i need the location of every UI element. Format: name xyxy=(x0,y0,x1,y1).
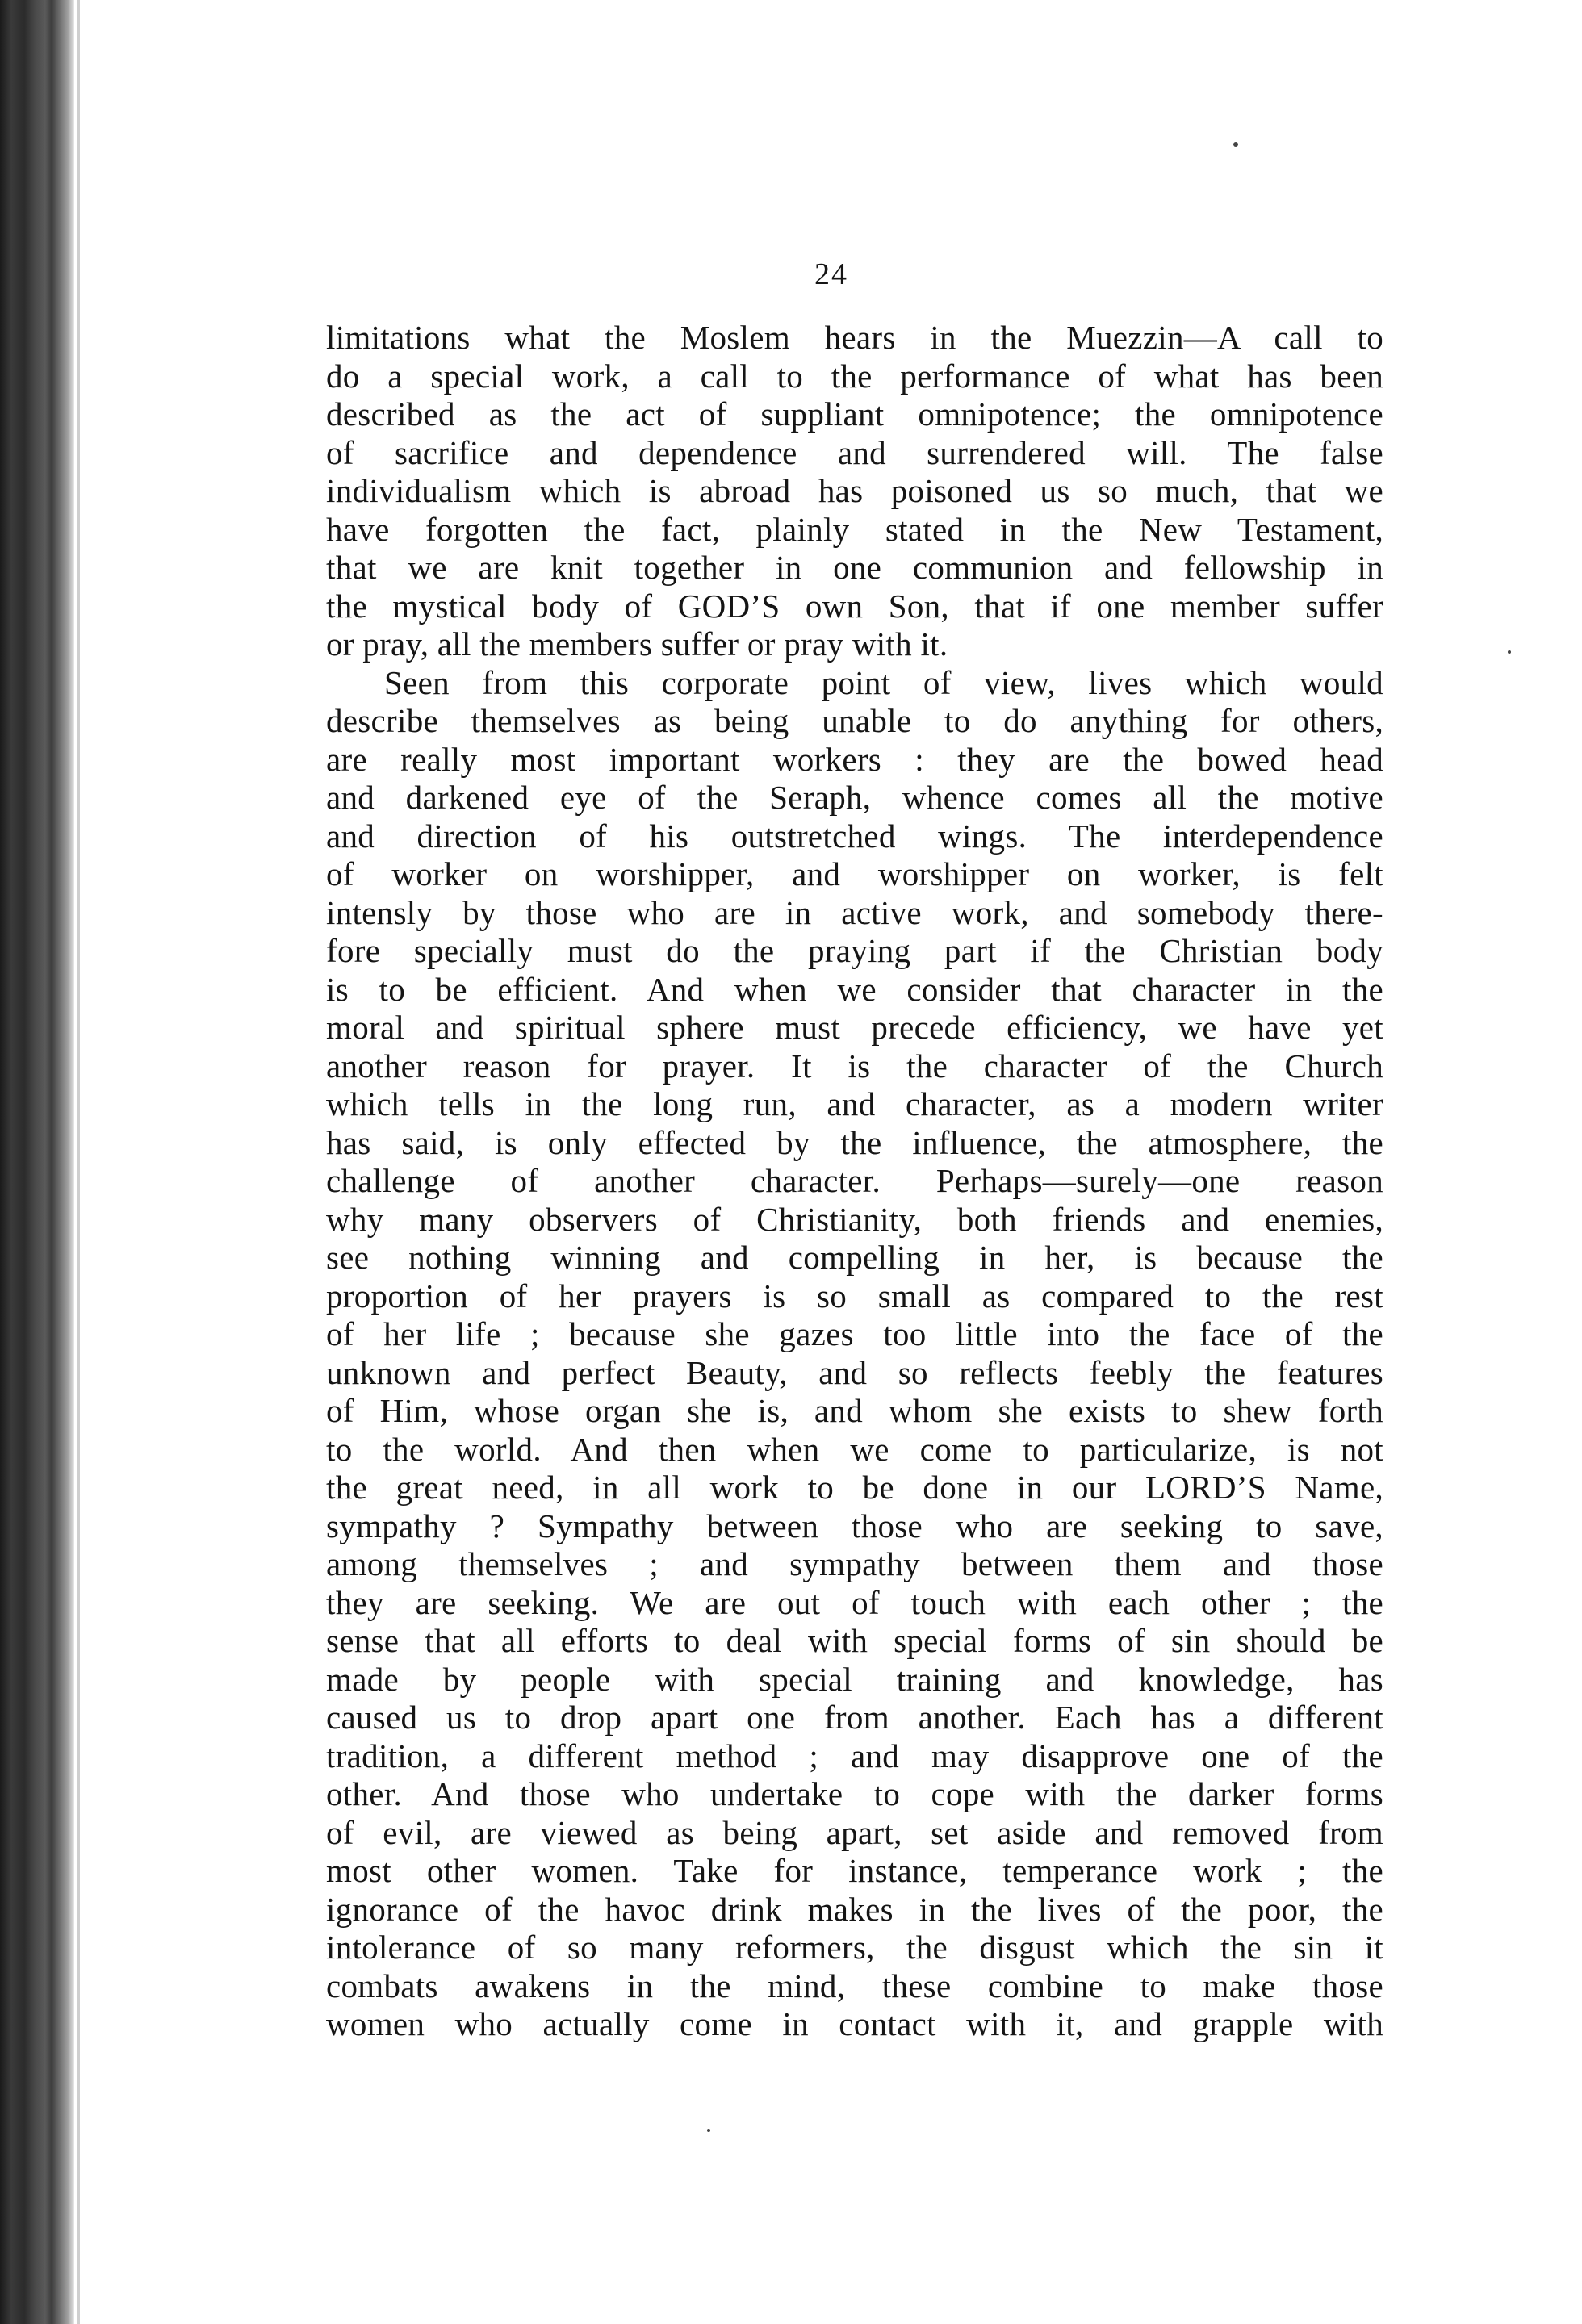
text-line: tradition, a different method ; and may disapprove one of the xyxy=(326,1737,1383,1774)
text-line: sense that all efforts to deal with special forms of sin should be xyxy=(326,1622,1383,1659)
text-line: sympathy ? Sympathy between those who are seeking to save, xyxy=(326,1507,1383,1544)
text-line: of sacrifice and dependence and surrendered will. The false xyxy=(326,433,1383,471)
text-line: described as the act of suppliant omnipotence; the omnipotence xyxy=(326,395,1383,433)
text-line: see nothing winning and compelling in her, is because the xyxy=(326,1239,1383,1276)
page-number: 24 xyxy=(814,257,848,291)
text-line: made by people with special training and knowledge, has xyxy=(326,1660,1383,1698)
text-line: among themselves ; and sympathy between them and those xyxy=(326,1545,1383,1582)
text-line: most other women. Take for instance, temperance work ; the xyxy=(326,1852,1383,1889)
text-line: or pray, all the members suffer or pray with it. xyxy=(326,625,948,663)
text-line: Seen from this corporate point of view, lives which would xyxy=(384,663,1383,701)
text-line: the great need, in all work to be done in our LORD’S Name, xyxy=(326,1469,1383,1506)
text-line: proportion of her prayers is so small as compared to the rest xyxy=(326,1277,1383,1315)
text-line: they are seeking. We are out of touch with each other ; the xyxy=(326,1583,1383,1621)
text-line: of her life ; because she gazes too little into the face of the xyxy=(326,1315,1383,1352)
binding-edge xyxy=(0,0,74,2324)
text-line: ignorance of the havoc drink makes in the lives of the poor, the xyxy=(326,1890,1383,1928)
text-line: why many observers of Christianity, both friends and enemies, xyxy=(326,1200,1383,1238)
text-line: moral and spiritual sphere must precede efficiency, we have yet xyxy=(326,1009,1383,1046)
text-line: the mystical body of GOD’S own Son, that if one member suffer xyxy=(326,587,1383,625)
scan-speck xyxy=(707,2129,710,2132)
text-line: limitations what the Moslem hears in the Muezzin—A call to xyxy=(326,319,1383,356)
binding-shadow-line xyxy=(77,0,80,2324)
text-line: and direction of his outstretched wings. The interdependence xyxy=(326,817,1383,855)
text-line: unknown and perfect Beauty, and so reflects feebly the features xyxy=(326,1353,1383,1391)
text-line: have forgotten the fact, plainly stated in the New Testament, xyxy=(326,510,1383,548)
text-line: which tells in the long run, and character, as a modern writer xyxy=(326,1085,1383,1122)
text-line: combats awakens in the mind, these combine to make those xyxy=(326,1967,1383,2004)
body-text xyxy=(326,319,1383,2044)
text-line: has said, is only effected by the influence, the atmosphere, the xyxy=(326,1123,1383,1161)
text-line: of evil, are viewed as being apart, set aside and removed from xyxy=(326,1813,1383,1851)
scan-speck xyxy=(1508,650,1511,654)
text-line: of Him, whose organ she is, and whom she exists to shew forth xyxy=(326,1392,1383,1429)
text-line: to the world. And then when we come to particularize, is not xyxy=(326,1430,1383,1468)
text-line: and darkened eye of the Seraph, whence comes all the motive xyxy=(326,779,1383,816)
text-line: intensly by those who are in active work, and somebody there- xyxy=(326,893,1383,931)
text-line: do a special work, a call to the performance of what has been xyxy=(326,357,1383,395)
text-line: individualism which is abroad has poisoned us so much, that we xyxy=(326,472,1383,509)
text-line: describe themselves as being unable to do anything for others, xyxy=(326,702,1383,739)
text-line: another reason for prayer. It is the character of the Church xyxy=(326,1047,1383,1085)
text-line: is to be efficient. And when we consider that character in the xyxy=(326,970,1383,1008)
text-line: other. And those who undertake to cope with the darker forms xyxy=(326,1775,1383,1812)
text-line: that we are knit together in one communion and fellowship in xyxy=(326,549,1383,586)
text-line: of worker on worshipper, and worshipper on worker, is felt xyxy=(326,855,1383,892)
text-line: are really most important workers : they are the bowed head xyxy=(326,740,1383,778)
text-line: women who actually come in contact with it, and grapple with xyxy=(326,2005,1383,2042)
text-line: caused us to drop apart one from another. Each has a different xyxy=(326,1699,1383,1736)
text-line: intolerance of so many reformers, the disgust which the sin it xyxy=(326,1929,1383,1966)
scan-speck xyxy=(1233,142,1238,147)
text-line: fore specially must do the praying part if the Christian body xyxy=(326,932,1383,969)
text-line: challenge of another character. Perhaps—surely—one reason xyxy=(326,1162,1383,1199)
